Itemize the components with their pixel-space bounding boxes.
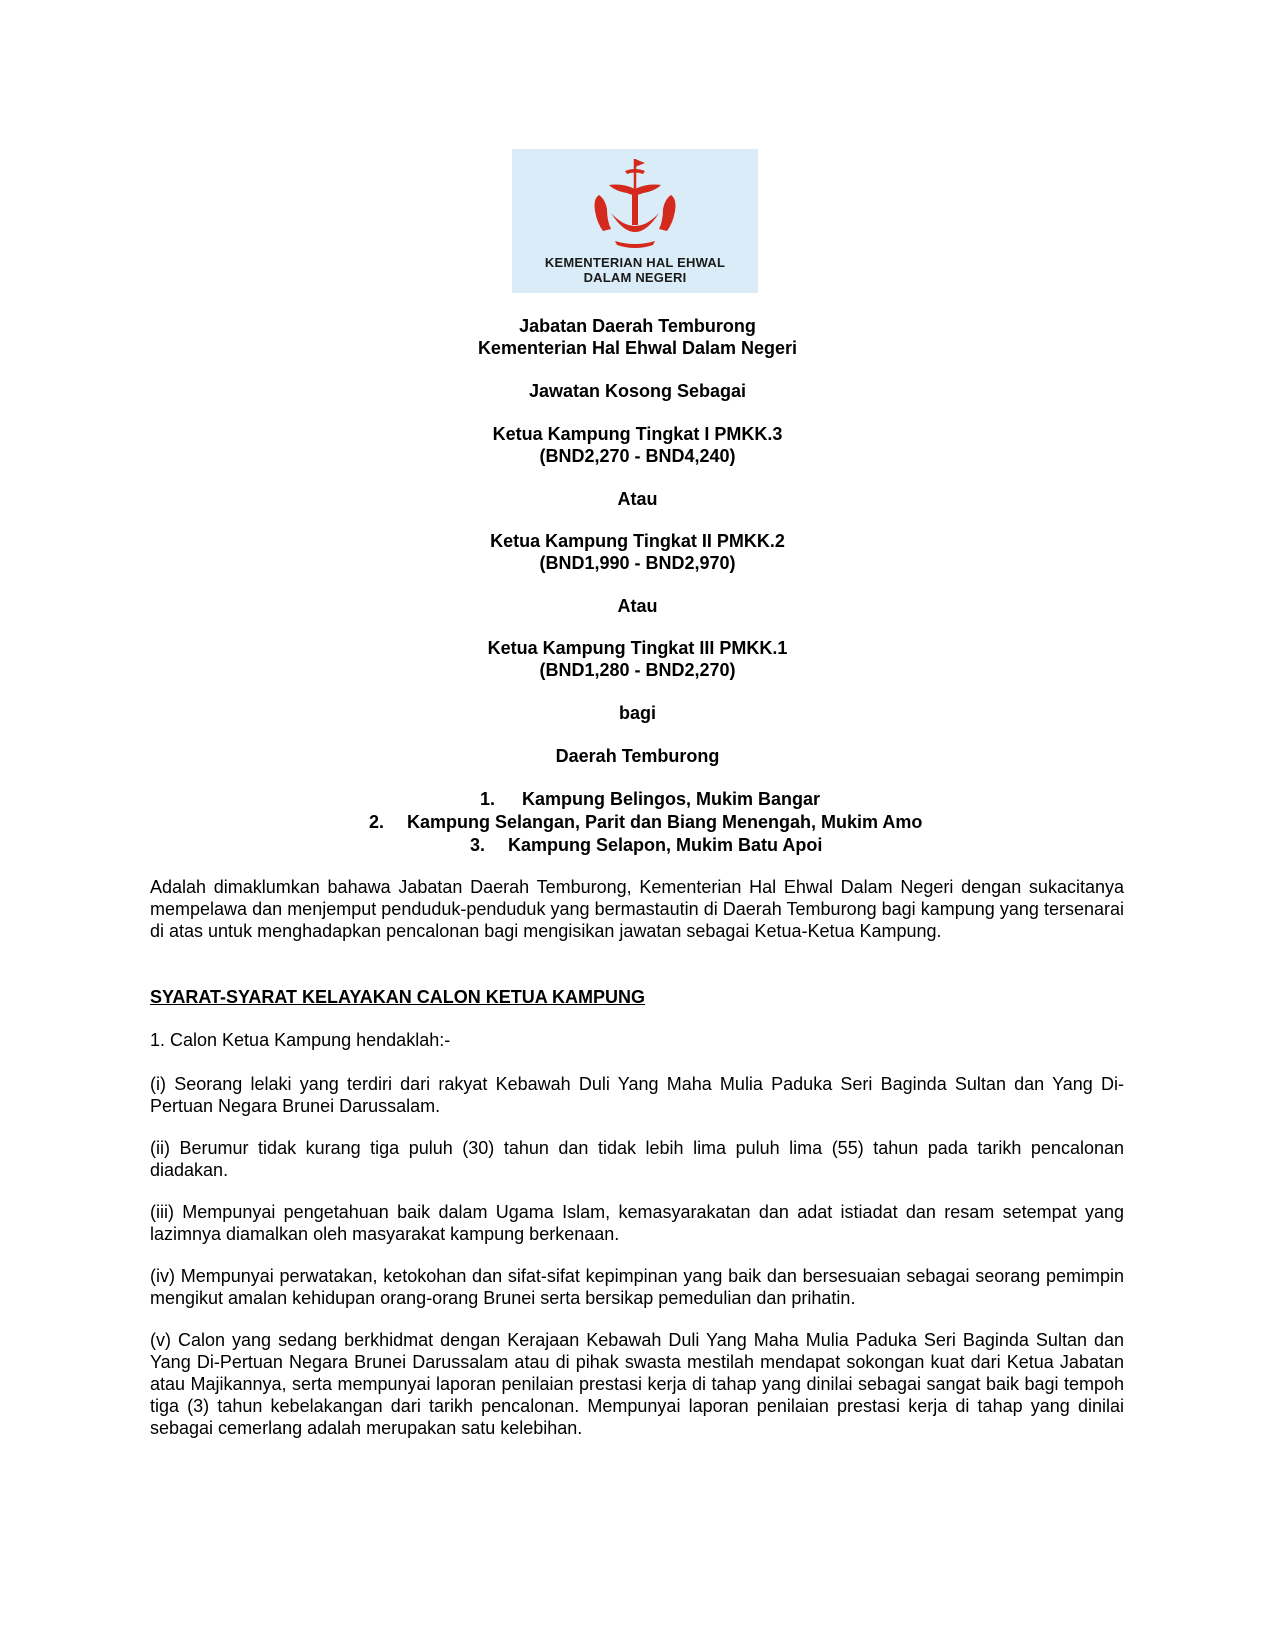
village-item [480,788,820,810]
village-item [470,834,822,856]
position-2-salary: (BND1,990 - BND2,970) [539,553,736,573]
atau-2: Atau [617,596,658,616]
village-name: Kampung Selapon, Mukim Batu Apoi [508,835,823,855]
position-2-title: Ketua Kampung Tingkat II PMKK.2 [490,531,785,551]
position-3-salary: (BND1,280 - BND2,270) [539,660,736,680]
intro-paragraph: Adalah dimaklumkan bahawa Jabatan Daerah Temburong, Kementerian Hal Ehwal Dalam Negeri dengan sukacitanya mempelawa dan menjemput penduduk-penduduk yang bermastautin di Daerah Temburong bagi kampung yang tersenarai di atas untuk menghadapkan pencalonan bagi mengisikan jawatan sebagai Ketua-Ketua Kampung. [150,877,1124,941]
requirement-item: (ii) Berumur tidak kurang tiga puluh (30) tahun dan tidak lebih lima puluh lima (55) tahun pada tarikh pencalonan diadakan. [150,1138,1124,1180]
village-number: 1. [480,789,496,809]
bagi-text: bagi [618,703,656,723]
position-3-title: Ketua Kampung Tingkat III PMKK.1 [487,638,788,658]
village-name: Kampung Belingos, Mukim Bangar [522,789,821,809]
district-name: Daerah Temburong [555,746,720,766]
requirement-item: (i) Seorang lelaki yang terdiri dari rakyat Kebawah Duli Yang Maha Mulia Paduka Seri Baginda Sultan dan Yang Di-Pertuan Negara Brunei Darussalam. [150,1074,1124,1116]
ministry-logo [512,149,758,293]
requirement-item: (iv) Mempunyai perwatakan, ketokohan dan sifat-sifat kepimpinan yang baik dan bersesuaian sebagai seorang pemimpin mengikut amalan kehidupan orang-orang Brunei serta bersikap pemedulian dan prihatin. [150,1266,1124,1308]
requirements-heading: SYARAT-SYARAT KELAYAKAN CALON KETUA KAMPUNG [150,987,646,1007]
village-item [369,811,922,833]
vacancy-heading: Jawatan Kosong Sebagai [528,381,747,401]
ministry-name: Kementerian Hal Ehwal Dalam Negeri [477,338,798,358]
requirement-item: (v) Calon yang sedang berkhidmat dengan Kerajaan Kebawah Duli Yang Maha Mulia Paduka Seri Baginda Sultan dan Yang Di-Pertuan Negara Brunei Darussalam atau di pihak swasta mestilah mendapat sokongan kuat dari Ketua Jabatan atau Majikannya, serta mempunyai laporan penilaian prestasi kerja di tahap yang dinilai sebagai sangat baik bagi tempoh tiga (3) tahun kebelakangan dari tarikh pencalonan. Mempunyai laporan penilaian prestasi kerja di tahap yang dinilai sebagai cemerlang adalah merupakan satu kelebihan. [150,1330,1124,1438]
logo-text-line1: KEMENTERIAN HAL EHWAL [544,255,726,270]
atau-1: Atau [617,489,658,509]
brunei-crest-icon [585,155,685,255]
requirements-intro: 1. Calon Ketua Kampung hendaklah:- [150,1030,451,1050]
position-1-title: Ketua Kampung Tingkat I PMKK.3 [492,424,783,444]
village-number: 3. [470,835,486,855]
village-name: Kampung Selangan, Parit dan Biang Menengah, Mukim Amo [407,812,923,832]
village-number: 2. [369,812,385,832]
logo-text-line2: DALAM NEGERI [583,270,687,285]
department-name: Jabatan Daerah Temburong [519,316,756,336]
position-1-salary: (BND2,270 - BND4,240) [539,446,736,466]
requirement-item: (iii) Mempunyai pengetahuan baik dalam Ugama Islam, kemasyarakatan dan adat istiadat dan resam setempat yang lazimnya diamalkan oleh masyarakat kampung berkenaan. [150,1202,1124,1244]
